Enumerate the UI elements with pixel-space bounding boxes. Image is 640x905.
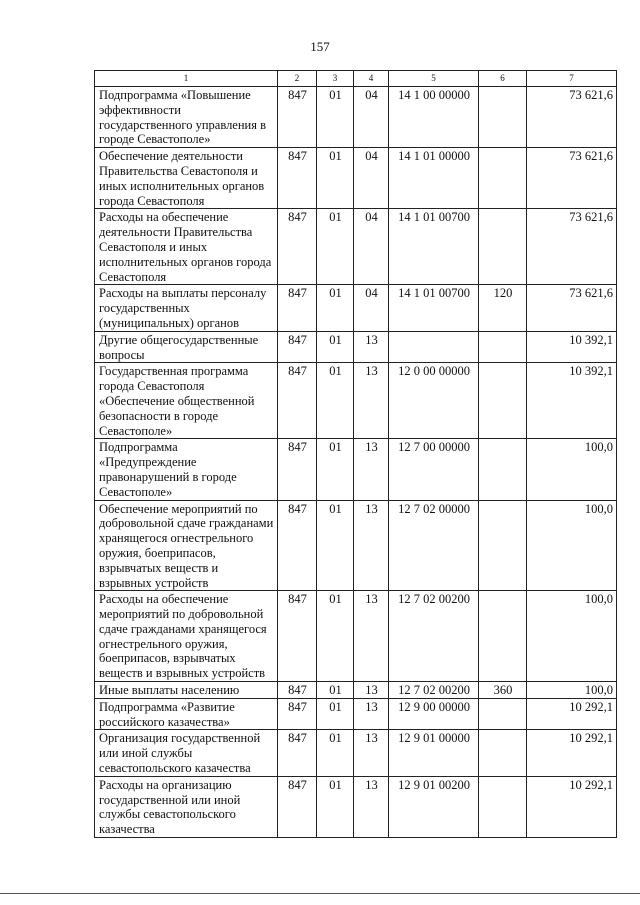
- target-article-cell: 12 9 00 00000: [389, 698, 479, 730]
- target-article-cell: 12 0 00 00000: [389, 363, 479, 439]
- column-header: 4: [354, 71, 389, 87]
- expense-type-cell: [479, 591, 527, 682]
- ministry-code-cell: 847: [278, 363, 317, 439]
- table-row: [95, 682, 617, 699]
- section-code-cell: 01: [317, 682, 354, 699]
- target-article-cell: 14 1 01 00000: [389, 148, 479, 209]
- target-article-cell: 12 7 02 00000: [389, 500, 479, 591]
- table-row: [95, 285, 617, 331]
- table-row: [95, 209, 617, 285]
- ministry-code-cell: 847: [278, 730, 317, 776]
- subsection-code-cell: 13: [354, 682, 389, 699]
- column-header: 3: [317, 71, 354, 87]
- section-code-cell: 01: [317, 500, 354, 591]
- section-code-cell: 01: [317, 591, 354, 682]
- amount-cell: 100,0: [527, 500, 617, 591]
- ministry-code-cell: 847: [278, 148, 317, 209]
- table-row: [95, 591, 617, 682]
- row-name-cell: Подпрограмма «Развитие российского казачества»: [95, 698, 278, 730]
- amount-cell: 10 392,1: [527, 331, 617, 363]
- target-article-cell: 12 7 02 00200: [389, 591, 479, 682]
- subsection-code-cell: 13: [354, 331, 389, 363]
- row-name-cell: Иные выплаты населению: [95, 682, 278, 699]
- row-name-cell: Подпрограмма «Предупреждение правонарушений в городе Севастополе»: [95, 439, 278, 500]
- row-name-cell: Обеспечение мероприятий по добровольной сдаче гражданами хранящегося огнестрельного оружия, боеприпасов, взрывчатых веществ и взрывных устройств: [95, 500, 278, 591]
- ministry-code-cell: 847: [278, 776, 317, 837]
- column-header: 5: [389, 71, 479, 87]
- ministry-code-cell: 847: [278, 698, 317, 730]
- target-article-cell: 12 7 02 00200: [389, 682, 479, 699]
- amount-cell: 100,0: [527, 682, 617, 699]
- expense-type-cell: [479, 500, 527, 591]
- section-code-cell: 01: [317, 148, 354, 209]
- amount-cell: 10 392,1: [527, 363, 617, 439]
- section-code-cell: 01: [317, 285, 354, 331]
- expense-type-cell: [479, 363, 527, 439]
- expense-type-cell: [479, 439, 527, 500]
- column-header: 6: [479, 71, 527, 87]
- expense-type-cell: [479, 209, 527, 285]
- header-row: [95, 71, 617, 87]
- subsection-code-cell: 13: [354, 363, 389, 439]
- subsection-code-cell: 13: [354, 591, 389, 682]
- amount-cell: 73 621,6: [527, 87, 617, 148]
- table-row: [95, 500, 617, 591]
- section-code-cell: 01: [317, 331, 354, 363]
- budget-table: [94, 70, 617, 838]
- scan-edge-line: [0, 893, 640, 894]
- page-number: 157: [310, 39, 330, 54]
- expense-type-cell: [479, 331, 527, 363]
- table-row: [95, 439, 617, 500]
- section-code-cell: 01: [317, 209, 354, 285]
- ministry-code-cell: 847: [278, 439, 317, 500]
- ministry-code-cell: 847: [278, 285, 317, 331]
- section-code-cell: 01: [317, 776, 354, 837]
- ministry-code-cell: 847: [278, 591, 317, 682]
- expense-type-cell: [479, 148, 527, 209]
- table-row: [95, 331, 617, 363]
- ministry-code-cell: 847: [278, 209, 317, 285]
- row-name-cell: Государственная программа города Севастополя «Обеспечение общественной безопасности в городе Севастополе»: [95, 363, 278, 439]
- amount-cell: 100,0: [527, 591, 617, 682]
- amount-cell: 73 621,6: [527, 148, 617, 209]
- target-article-cell: [389, 331, 479, 363]
- amount-cell: 100,0: [527, 439, 617, 500]
- row-name-cell: Обеспечение деятельности Правительства Севастополя и иных исполнительных органов города Севастополя: [95, 148, 278, 209]
- target-article-cell: 14 1 01 00700: [389, 209, 479, 285]
- table-row: [95, 87, 617, 148]
- subsection-code-cell: 04: [354, 285, 389, 331]
- section-code-cell: 01: [317, 363, 354, 439]
- expense-type-cell: [479, 730, 527, 776]
- subsection-code-cell: 13: [354, 500, 389, 591]
- amount-cell: 73 621,6: [527, 285, 617, 331]
- table-row: [95, 730, 617, 776]
- table-row: [95, 148, 617, 209]
- ministry-code-cell: 847: [278, 331, 317, 363]
- row-name-cell: Организация государственной или иной службы севастопольского казачества: [95, 730, 278, 776]
- row-name-cell: Расходы на обеспечение мероприятий по добровольной сдаче гражданами хранящегося огнестрельного оружия, боеприпасов, взрывчатых веществ и взрывных устройств: [95, 591, 278, 682]
- table-row: [95, 363, 617, 439]
- row-name-cell: Подпрограмма «Повышение эффективности государственного управления в городе Севастополе»: [95, 87, 278, 148]
- ministry-code-cell: 847: [278, 500, 317, 591]
- target-article-cell: 12 9 01 00200: [389, 776, 479, 837]
- table-row: [95, 776, 617, 837]
- subsection-code-cell: 04: [354, 148, 389, 209]
- column-header: 2: [278, 71, 317, 87]
- row-name-cell: Другие общегосударственные вопросы: [95, 331, 278, 363]
- subsection-code-cell: 13: [354, 730, 389, 776]
- column-header: 1: [95, 71, 278, 87]
- target-article-cell: 14 1 00 00000: [389, 87, 479, 148]
- amount-cell: 10 292,1: [527, 698, 617, 730]
- ministry-code-cell: 847: [278, 682, 317, 699]
- target-article-cell: 12 7 00 00000: [389, 439, 479, 500]
- subsection-code-cell: 13: [354, 776, 389, 837]
- row-name-cell: Расходы на обеспечение деятельности Правительства Севастополя и иных исполнительных органов города Севастополя: [95, 209, 278, 285]
- subsection-code-cell: 04: [354, 209, 389, 285]
- table-row: [95, 698, 617, 730]
- subsection-code-cell: 13: [354, 698, 389, 730]
- expense-type-cell: 360: [479, 682, 527, 699]
- expense-type-cell: [479, 698, 527, 730]
- column-header: 7: [527, 71, 617, 87]
- subsection-code-cell: 13: [354, 439, 389, 500]
- expense-type-cell: 120: [479, 285, 527, 331]
- row-name-cell: Расходы на выплаты персоналу государственных (муниципальных) органов: [95, 285, 278, 331]
- amount-cell: 10 292,1: [527, 776, 617, 837]
- target-article-cell: 12 9 01 00000: [389, 730, 479, 776]
- section-code-cell: 01: [317, 730, 354, 776]
- amount-cell: 73 621,6: [527, 209, 617, 285]
- amount-cell: 10 292,1: [527, 730, 617, 776]
- target-article-cell: 14 1 01 00700: [389, 285, 479, 331]
- section-code-cell: 01: [317, 87, 354, 148]
- section-code-cell: 01: [317, 698, 354, 730]
- section-code-cell: 01: [317, 439, 354, 500]
- subsection-code-cell: 04: [354, 87, 389, 148]
- ministry-code-cell: 847: [278, 87, 317, 148]
- row-name-cell: Расходы на организацию государственной или иной службы севастопольского казачества: [95, 776, 278, 837]
- expense-type-cell: [479, 776, 527, 837]
- expense-type-cell: [479, 87, 527, 148]
